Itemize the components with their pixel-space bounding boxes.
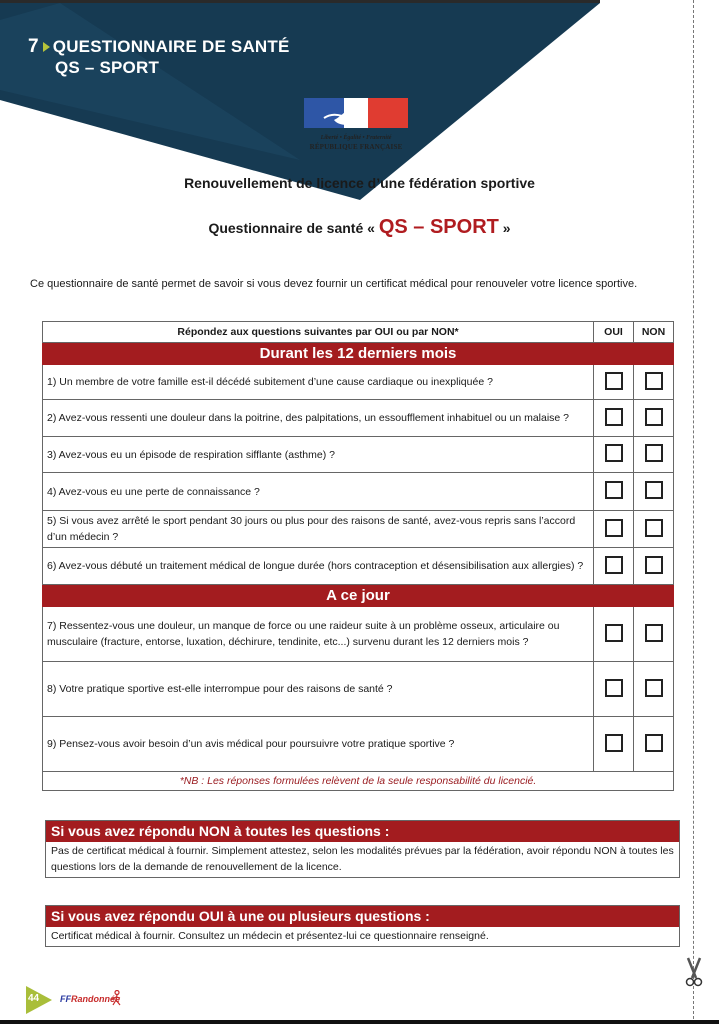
question-text: 9) Pensez-vous avoir besoin d’un avis médical pour poursuivre votre pratique sportive ? [43, 717, 594, 772]
question-text: 1) Un membre de votre famille est-il décédé subitement d’une cause cardiaque ou inexpliquée ? [43, 365, 594, 400]
questionnaire-title-suffix: » [502, 220, 511, 236]
answer-no-cell [634, 607, 674, 662]
section-title-12-months: Durant les 12 derniers mois [43, 343, 674, 365]
brand-prefix: FF [60, 994, 71, 1004]
question-row [43, 607, 674, 662]
logo-motto: Liberté • Égalité • Fraternité [320, 135, 392, 141]
checkbox-yes-q6[interactable] [605, 556, 623, 574]
chapter-title [28, 36, 290, 78]
checkbox-yes-q1[interactable] [605, 372, 623, 390]
question-row [43, 400, 674, 437]
table-header-instruction: Répondez aux questions suivantes par OUI ou par NON* [43, 322, 594, 343]
answer-yes-cell [594, 548, 634, 585]
answer-no-cell [634, 437, 674, 473]
checkbox-yes-q5[interactable] [605, 519, 623, 537]
answer-yes-cell [594, 607, 634, 662]
info-box-yes [45, 905, 680, 947]
checkbox-no-q6[interactable] [645, 556, 663, 574]
section-title-today: A ce jour [43, 585, 674, 607]
answer-no-cell [634, 548, 674, 585]
marianne-logo-icon [304, 98, 408, 128]
checkbox-yes-q3[interactable] [605, 444, 623, 462]
checkbox-no-q8[interactable] [645, 679, 663, 697]
answer-yes-cell [594, 662, 634, 717]
section-header [43, 343, 674, 365]
checkbox-no-q9[interactable] [645, 734, 663, 752]
checkbox-no-q1[interactable] [645, 372, 663, 390]
checkbox-no-q3[interactable] [645, 444, 663, 462]
section-header [43, 585, 674, 607]
hiker-icon [110, 990, 124, 1006]
logo-name: RÉPUBLIQUE FRANÇAISE [309, 143, 403, 151]
triangle-bullet-icon [43, 42, 50, 52]
chapter-title-line1: QUESTIONNAIRE DE SANTÉ [52, 37, 290, 56]
question-row [43, 473, 674, 511]
answer-yes-cell [594, 717, 634, 772]
checkbox-no-q2[interactable] [645, 408, 663, 426]
chapter-title-line2: QS – SPORT [55, 58, 160, 77]
question-text: 8) Votre pratique sportive est-elle interrompue pour des raisons de santé ? [43, 662, 594, 717]
question-row [43, 662, 674, 717]
chapter-number: 7 [28, 36, 39, 57]
column-header-no: NON [634, 322, 674, 343]
checkbox-no-q4[interactable] [645, 481, 663, 499]
question-row [43, 365, 674, 400]
question-text: 3) Avez-vous eu un épisode de respiration sifflante (asthme) ? [43, 437, 594, 473]
checkbox-yes-q2[interactable] [605, 408, 623, 426]
answer-no-cell [634, 511, 674, 548]
responsibility-note: *NB : Les réponses formulées relèvent de la seule responsabilité du licencié. [43, 772, 674, 791]
info-box-no-title: Si vous avez répondu NON à toutes les questions : [46, 821, 679, 842]
answer-no-cell [634, 365, 674, 400]
question-row [43, 548, 674, 585]
questionnaire-title-prefix: Questionnaire de santé « [208, 220, 375, 236]
questionnaire-title [0, 216, 719, 239]
page-number: 44 [28, 993, 40, 1004]
question-text: 4) Avez-vous eu une perte de connaissance ? [43, 473, 594, 511]
question-row [43, 437, 674, 473]
answer-yes-cell [594, 511, 634, 548]
checkbox-yes-q7[interactable] [605, 624, 623, 642]
answer-yes-cell [594, 437, 634, 473]
info-box-no [45, 820, 680, 878]
checkbox-yes-q8[interactable] [605, 679, 623, 697]
bottom-edge [0, 1020, 719, 1024]
question-row [43, 717, 674, 772]
answer-yes-cell [594, 400, 634, 437]
checkbox-no-q7[interactable] [645, 624, 663, 642]
brand-name: Randonnée [71, 994, 121, 1004]
checkbox-yes-q9[interactable] [605, 734, 623, 752]
question-text: 5) Si vous avez arrêté le sport pendant 30 jours ou plus pour des raisons de santé, avez-vous repris sans l’accord d’un médecin ? [43, 511, 594, 548]
checkbox-yes-q4[interactable] [605, 481, 623, 499]
answer-yes-cell [594, 473, 634, 511]
answer-yes-cell [594, 365, 634, 400]
answer-no-cell [634, 717, 674, 772]
questionnaire-title-highlight: QS – SPORT [378, 216, 499, 238]
question-text: 6) Avez-vous débuté un traitement médical de longue durée (hors contraception et désensibilisation aux allergies) ? [43, 548, 594, 585]
subtitle: Renouvellement de licence d’une fédération sportive [184, 175, 535, 191]
info-box-yes-title: Si vous avez répondu OUI à une ou plusieurs questions : [46, 906, 679, 927]
intro-text: Ce questionnaire de santé permet de savoir si vous devez fournir un certificat médical pour renouveler votre licence sportive. [30, 278, 638, 290]
question-text: 2) Avez-vous ressenti une douleur dans la poitrine, des palpitations, un essoufflement inhabituel ou un malaise ? [43, 400, 594, 437]
column-header-yes: OUI [594, 322, 634, 343]
scissors-icon [684, 956, 704, 990]
checkbox-no-q5[interactable] [645, 519, 663, 537]
questionnaire-table [42, 321, 674, 791]
answer-no-cell [634, 662, 674, 717]
info-box-no-body: Pas de certificat médical à fournir. Simplement attestez, selon les modalités prévues par la fédération, avoir répondu NON à toutes les questions lors de la demande de renouvellement de la licence. [51, 845, 674, 873]
cut-line [693, 0, 694, 1024]
note-row [43, 772, 674, 791]
question-text: 7) Ressentez-vous une douleur, un manque de force ou une raideur suite à un problème osseux, articulaire ou musculaire (fracture, entorse, luxation, déchirure, tendinite, etc...) survenu durant les 12 derniers mois ? [43, 607, 594, 662]
table-header-row [43, 322, 674, 343]
answer-no-cell [634, 400, 674, 437]
info-box-yes-body: Certificat médical à fournir. Consultez un médecin et présentez-lui ce questionnaire renseigné. [51, 930, 489, 942]
answer-no-cell [634, 473, 674, 511]
republique-francaise-logo [304, 98, 408, 158]
question-row [43, 511, 674, 548]
